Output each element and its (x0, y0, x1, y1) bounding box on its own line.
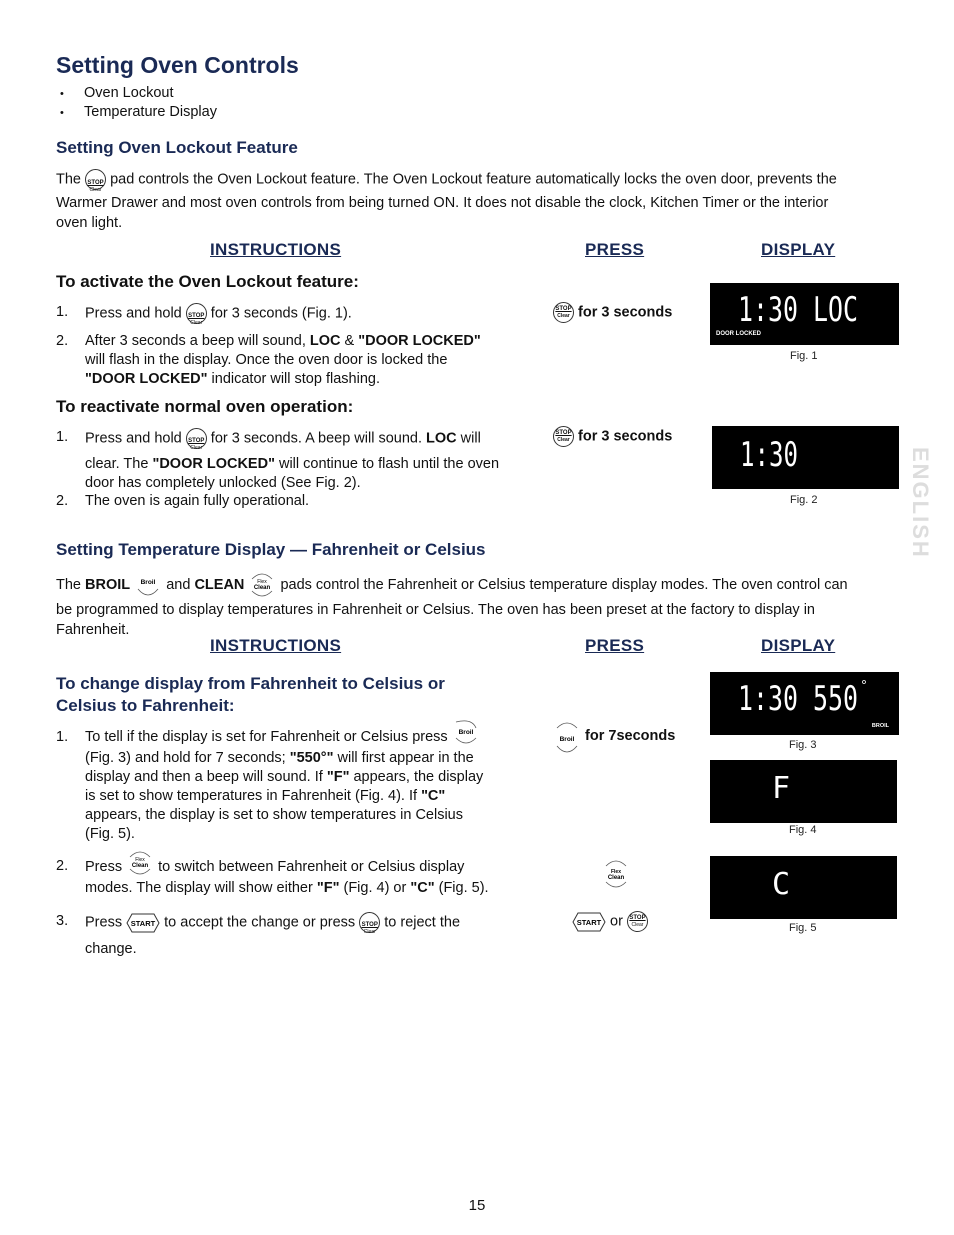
start-pad-icon (572, 912, 606, 932)
display-digits: 1:30 (740, 435, 798, 475)
text-run: "DOOR LOCKED" (85, 371, 208, 387)
lockout-intro (56, 169, 901, 233)
text-run: for 7seconds (585, 727, 676, 744)
text-run: for 3 seconds (578, 428, 673, 445)
text-run: pads control the Fahrenheit or Celsius temperature display modes. The oven control can (280, 576, 848, 593)
figure-caption: Fig. 4 (789, 824, 817, 836)
svg-text:START: START (130, 918, 156, 928)
text-run: (Fig. 3) and hold for 7 seconds; (85, 750, 286, 766)
svg-text:Clean: Clean (131, 863, 149, 869)
press-instruction-4 (602, 858, 630, 886)
text-run: LOC (309, 333, 341, 349)
start-pad-icon (126, 913, 160, 933)
press-instruction-1 (553, 302, 672, 323)
text-run: door has completely unlocked (See Fig. 2). (85, 475, 361, 491)
text-run: (Fig. 4) or (343, 880, 407, 896)
text-run: for 3 seconds (Fig. 1). (210, 305, 352, 322)
temp-intro (56, 571, 901, 640)
press-instruction-3 (553, 722, 675, 750)
stop-clear-pad-icon (186, 428, 207, 449)
text-run: 1. (56, 729, 69, 745)
door-locked-indicator: DOOR LOCKED (716, 331, 761, 337)
svg-text:Clean: Clean (607, 875, 625, 881)
text-run: The (56, 171, 81, 188)
svg-text:Flex: Flex (135, 857, 145, 863)
text-run: display and then a beep will sound. If (85, 769, 323, 785)
stop-clear-pad-icon (359, 912, 380, 933)
broil-pad-icon (134, 571, 162, 599)
text-run: "C" (410, 880, 435, 896)
text-run: (Fig. 5). (438, 880, 489, 896)
svg-text:Clean: Clean (254, 585, 271, 591)
text-run: Warmer Drawer and most oven controls from being turned ON. It does not disable the clock, Kitchen Timer or the interior (56, 195, 829, 212)
press-instruction-5 (572, 911, 648, 932)
text-run: "F" (326, 769, 350, 785)
figure-caption: Fig. 2 (790, 494, 818, 506)
text-run: CLEAN (194, 576, 245, 593)
text-run: "DOOR LOCKED" (152, 456, 275, 472)
text-run: BROIL (85, 576, 131, 593)
display-readout (712, 426, 899, 489)
svg-text:Flex: Flex (610, 869, 622, 875)
text-run: clear. The (85, 456, 149, 472)
text-run: for 3 seconds. A beep will sound. (210, 430, 422, 447)
text-run: LOC (426, 430, 457, 447)
svg-text:START: START (576, 917, 602, 927)
figure-caption: Fig. 5 (789, 922, 817, 934)
text-run: The (56, 576, 81, 593)
text-run: indicator will stop flashing. (211, 371, 380, 387)
text-run: 2. (56, 333, 69, 349)
text-run: Press and hold (85, 430, 182, 447)
figure-caption: Fig. 1 (790, 350, 818, 362)
text-run: The oven is again fully operational. (85, 493, 310, 509)
text-run: or (610, 913, 623, 930)
change-display-heading (56, 673, 445, 717)
text-run: 1. (56, 429, 69, 445)
text-run: is set to show temperatures in Fahrenheit (Fig. 4). If (85, 788, 418, 804)
text-run: 1. (56, 304, 69, 320)
text-run: Press and hold (85, 305, 182, 322)
oven-display-fig5 (710, 856, 897, 919)
oven-display-fig3 (710, 672, 899, 735)
topic-item: • Oven Lockout (60, 84, 217, 103)
stop-clear-pad-icon (553, 302, 574, 323)
text-run: will first appear in the (337, 750, 474, 766)
lockout-heading: Setting Oven Lockout Feature (56, 138, 298, 157)
flex-clean-pad-icon (602, 858, 630, 886)
text-run: be programmed to display temperatures in Fahrenheit or Celsius. The oven has been preset at the factory to display in (56, 602, 815, 618)
text-run: will flash in the display. Once the oven door is locked the (85, 352, 448, 368)
text-run: Fahrenheit. (56, 622, 130, 638)
text-run: to switch between Fahrenheit or Celsius display (158, 858, 465, 875)
text-run: "550°" (289, 750, 334, 766)
text-run: To tell if the display is set for Fahrenheit or Celsius press (85, 729, 448, 745)
text-run: Celsius to Fahrenheit: (56, 696, 235, 715)
text-run: Press (85, 914, 123, 931)
text-run: appears, the display is set to show temperatures in Celsius (85, 807, 463, 823)
flex-clean-pad-icon (126, 849, 154, 877)
text-run: After 3 seconds a beep will sound, (85, 333, 306, 349)
text-run: for 3 seconds (578, 304, 673, 321)
broil-pad-icon (553, 722, 581, 750)
svg-text:Broil: Broil (458, 729, 474, 737)
display-readout (710, 856, 897, 919)
display-column-header: DISPLAY (761, 636, 836, 655)
text-run: "DOOR LOCKED" (358, 333, 481, 349)
text-run: 2. (56, 493, 69, 509)
stop-clear-pad-icon (553, 426, 574, 447)
display-column-header: DISPLAY (761, 240, 836, 259)
broil-indicator: BROIL (871, 723, 889, 729)
topic-list (60, 84, 217, 122)
page-title: Setting Oven Controls (56, 52, 299, 78)
instructions-column-header: INSTRUCTIONS (210, 240, 342, 259)
text-run: To change display from Fahrenheit to Celsius or (56, 674, 445, 693)
svg-text:Broil: Broil (559, 736, 575, 743)
figure-caption: Fig. 3 (789, 739, 817, 751)
activate-lockout-heading: To activate the Oven Lockout feature: (56, 272, 359, 291)
svg-text:Flex: Flex (257, 579, 268, 585)
text-run: to accept the change or press (164, 914, 356, 931)
display-digits: F (772, 771, 791, 806)
instructions-column-header: INSTRUCTIONS (210, 636, 342, 655)
text-run: 2. (56, 858, 69, 874)
display-digits: 1:30 LOC (738, 290, 858, 330)
display-digits: C (772, 867, 791, 902)
topic-item: • Temperature Display (60, 103, 217, 122)
stop-clear-pad-icon (85, 169, 106, 190)
stop-clear-pad-icon (627, 911, 648, 932)
text-run: "C" (421, 788, 446, 804)
text-run: will (460, 430, 481, 447)
broil-pad-icon (452, 718, 480, 746)
oven-display-fig2 (712, 426, 899, 489)
page-number: 15 (468, 1197, 486, 1214)
display-readout (710, 283, 899, 345)
temp-display-heading: Setting Temperature Display — Fahrenheit or Celsius (56, 540, 486, 559)
text-run: to reject the (384, 914, 461, 931)
text-run: will continue to flash until the oven (278, 456, 500, 472)
text-run: modes. The display will show either (85, 880, 313, 896)
press-column-header: PRESS (585, 240, 645, 259)
text-run: and (166, 576, 191, 593)
display-readout (710, 760, 897, 823)
press-instruction-2 (553, 426, 672, 447)
flex-clean-pad-icon (248, 571, 276, 599)
text-run: "F" (316, 880, 340, 896)
text-run: change. (85, 941, 137, 957)
text-run: oven light. (56, 215, 123, 232)
stop-clear-pad-icon (186, 303, 207, 324)
svg-text:Broil: Broil (140, 579, 156, 586)
text-run: appears, the display (353, 769, 484, 785)
language-side-tab: ENGLISH (908, 447, 933, 559)
display-digits: 1:30 550 (738, 679, 858, 719)
text-run: pad controls the Oven Lockout feature. The Oven Lockout feature automatically locks the oven door, prevents the (110, 171, 837, 188)
reactivate-heading: To reactivate normal oven operation: (56, 397, 354, 416)
text-run: 3. (56, 913, 69, 929)
press-column-header: PRESS (585, 636, 645, 655)
text-run: Press (85, 858, 123, 875)
text-run: & (344, 333, 355, 349)
text-run: (Fig. 5). (85, 826, 135, 842)
oven-display-fig4 (710, 760, 897, 823)
degree-symbol (863, 681, 866, 684)
display-readout (710, 672, 899, 735)
oven-display-fig1 (710, 283, 899, 345)
